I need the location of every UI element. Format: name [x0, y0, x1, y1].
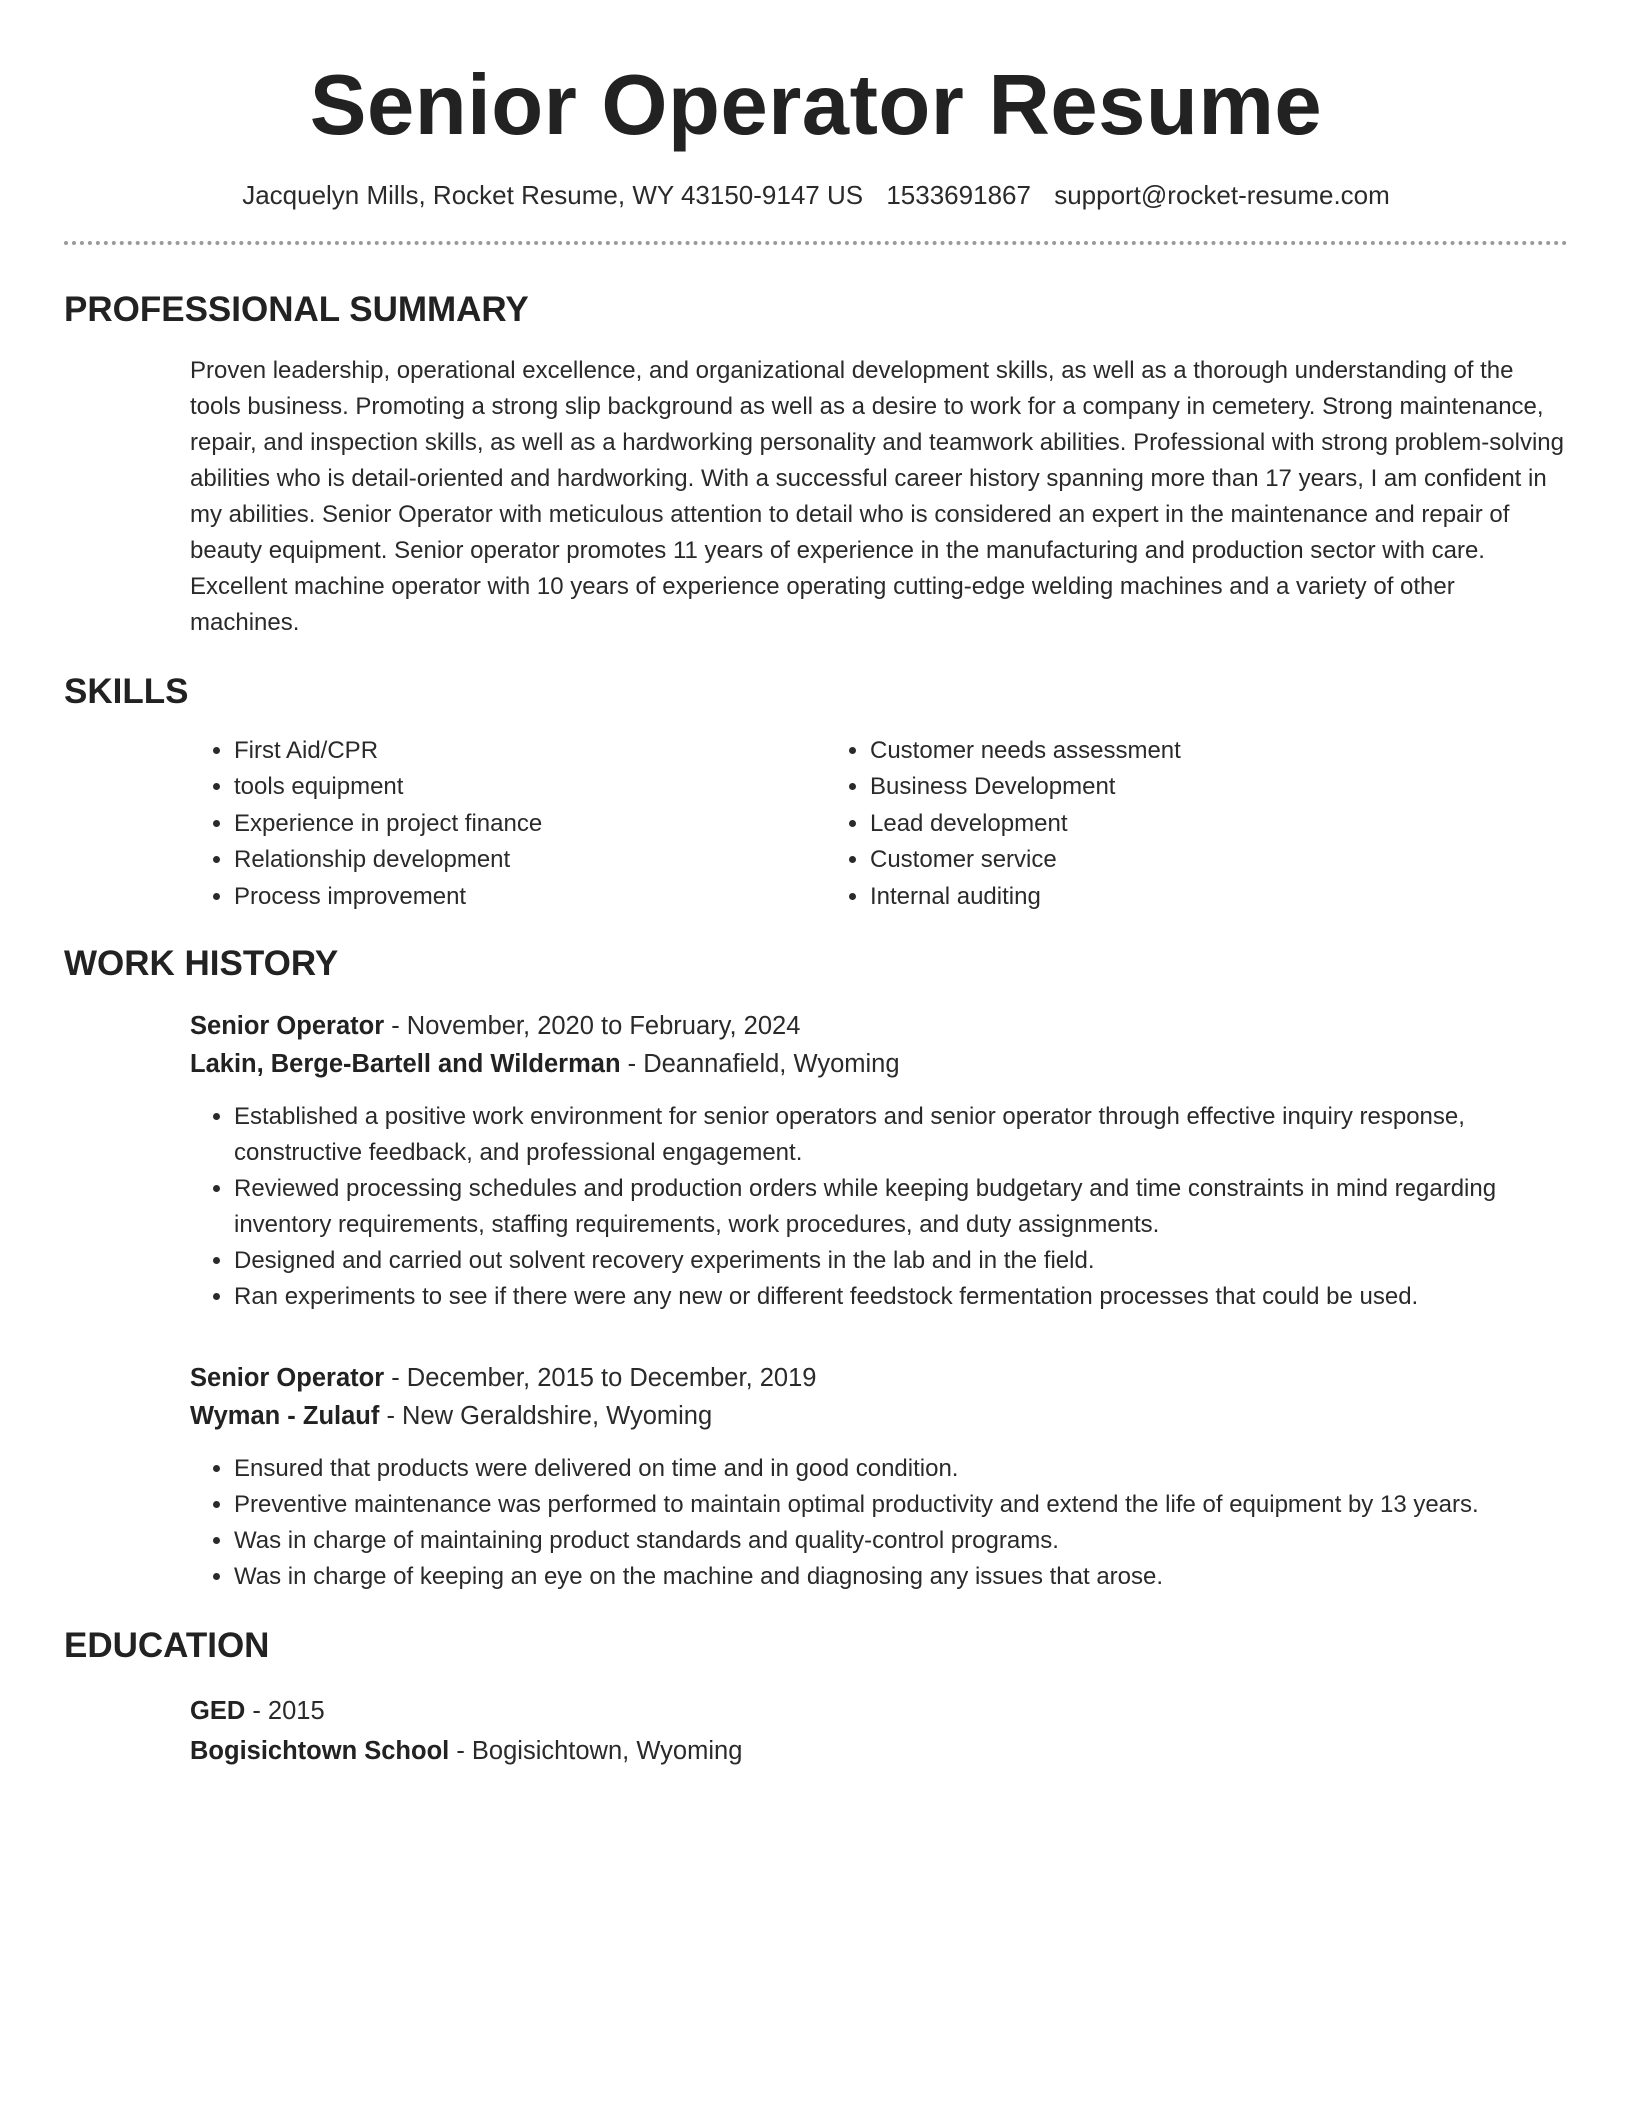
job-entry [190, 1359, 1568, 1595]
job-bullet: • Was in charge of keeping an eye on the machine and diagnosing any issues that arose. [234, 1559, 1568, 1595]
job-bullet: • Reviewed processing schedules and production orders while keeping budgetary and time constraints in mind regarding inventory requirements, staffing requirements, work procedures, and duty assignments. [234, 1171, 1568, 1243]
job-bullet: • Designed and carried out solvent recovery experiments in the lab and in the field. [234, 1243, 1568, 1279]
education-entry [190, 1691, 1568, 1771]
skill-item: • Process improvement [234, 879, 826, 916]
education-year: - 2015 [245, 1697, 325, 1726]
contact-email[interactable]: support@rocket-resume.com [1054, 180, 1390, 211]
contact-line [64, 179, 1568, 213]
skills-column-right [826, 733, 1446, 916]
skill-item: • tools equipment [234, 769, 826, 806]
summary-text: Proven leadership, operational excellence, and organizational development skills, as well as a thorough understanding of the tools business. Promoting a strong slip background as well as a desire to work for a company in cemetery. Strong maintenance, repair, and inspection skills, as well as a hardworking personality and teamwork abilities. Professional with strong problem-solving abilities who is detail-oriented and hardworking. With a successful career history spanning more than 17 years, I am confident in my abilities. Senior Operator with meticulous attention to detail who is considered an expert in the maintenance and repair of beauty equipment. Senior operator promotes 11 years of experience in the manufacturing and production sector with care. Excellent machine operator with 10 years of experience operating cutting-edge welding machines and a variety of other machines. [190, 356, 1564, 636]
job-company: Wyman - Zulauf [190, 1402, 380, 1431]
job-company-line [190, 1397, 1568, 1435]
job-entry [190, 1007, 1568, 1315]
job-bullets [190, 1099, 1568, 1315]
skill-item: • Customer service [870, 842, 1446, 879]
contact-address: Jacquelyn Mills, Rocket Resume, WY 43150-9147 US [242, 180, 864, 211]
skill-item: • Lead development [870, 806, 1446, 843]
job-bullet: • Was in charge of maintaining product standards and quality-control programs. [234, 1523, 1568, 1559]
summary-heading: PROFESSIONAL SUMMARY [64, 289, 529, 329]
job-role: Senior Operator [190, 1364, 385, 1393]
job-bullet: • Ran experiments to see if there were any new or different feedstock fermentation processes that could be used. [234, 1279, 1568, 1315]
education-location: - Bogisichtown, Wyoming [449, 1737, 743, 1766]
job-bullet: • Ensured that products were delivered on time and in good condition. [234, 1451, 1568, 1487]
skill-item: • Relationship development [234, 842, 826, 879]
job-role: Senior Operator [190, 1012, 385, 1041]
skill-item: • Business Development [870, 769, 1446, 806]
education-degree-line [190, 1691, 1568, 1731]
skills-column-left [190, 733, 826, 916]
job-company: Lakin, Berge-Bartell and Wilderman [190, 1050, 621, 1079]
job-dates: - November, 2020 to February, 2024 [384, 1012, 801, 1041]
education-school-line [190, 1731, 1568, 1771]
job-bullet: • Established a positive work environment for senior operators and senior operator through effective inquiry response, constructive feedback, and professional engagement. [234, 1099, 1568, 1171]
job-bullets [190, 1451, 1568, 1595]
skill-item: • First Aid/CPR [234, 733, 826, 770]
job-company-line [190, 1045, 1568, 1083]
skills-heading: SKILLS [64, 671, 189, 711]
education-degree: GED [190, 1697, 246, 1726]
job-role-line [190, 1007, 1568, 1045]
job-role-line [190, 1359, 1568, 1397]
job-dates: - December, 2015 to December, 2019 [384, 1364, 817, 1393]
skill-item: • Customer needs assessment [870, 733, 1446, 770]
job-location: - New Geraldshire, Wyoming [379, 1402, 713, 1431]
skills-list [190, 733, 1568, 916]
contact-phone: 1533691867 [886, 180, 1031, 211]
education-school: Bogisichtown School [190, 1737, 450, 1766]
work-history-heading: WORK HISTORY [64, 944, 339, 984]
job-location: - Deannafield, Wyoming [620, 1050, 900, 1079]
header-divider [64, 241, 1568, 245]
education-heading: EDUCATION [64, 1626, 270, 1666]
job-bullet: • Preventive maintenance was performed to maintain optimal productivity and extend the life of equipment by 13 years. [234, 1487, 1568, 1523]
resume-title: Senior Operator Resume [309, 58, 1323, 153]
skill-item: • Experience in project finance [234, 806, 826, 843]
skill-item: • Internal auditing [870, 879, 1446, 916]
